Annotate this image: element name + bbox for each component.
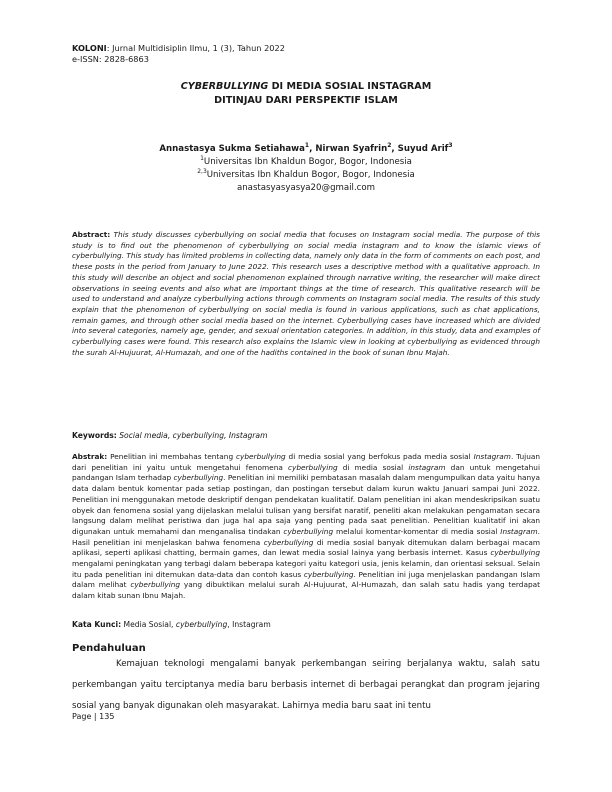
affiliation-1: $^1$Universitas Ibn Khaldun Bogor, Bogor, Indonesia	[200, 155, 412, 167]
abstract-english	[72, 230, 540, 358]
abstract-indonesian: Abstrak: Penelitian ini membahas tentang cyberbullying di media sosial yang berfokus pada media sosial Instagram. Tujuan dari penelitian ini yaitu untuk mengetahui fenomena cyberbullying di media sosial instagram dan untuk mengetahui pandangan Islam terhadap cyberbullying. Penelitian ini memiliki pembatasan masalah dalam mengumpulkan data yaitu hanya data dalam bentuk komentar pada setiap postingan, dan postingan tersebut dalam kurun waktu Januari sampai Juni 2022. Penelitian ini menggunakan metode deskriptif dengan pendekatan kualitatif. Dalam penelitian ini akan mendeskripsikan suatu obyek dan fenomena sosial yang dijelaskan melalui tulisan yang bersifat naratif, peneliti akan melakukan pengamatan secara langsung dalam melihat peristiwa dan juga hal apa saja yang penting pada saat penelitian. Penelitian kualitatif ini akan digunakan untuk memahami dan menganalisa tindakan cyberbullying melalui komentar-komentar di media sosial Instagram. Hasil penelitian ini menjelaskan bahwa fenomena cyberbullying di media sosial banyak ditemukan dalam berbagai macam aplikasi, seperti aplikasi chatting, bermain games, dan lewat media sosial lainya yang berbasis internet. Kasus cyberbullying mengalami peningkatan yang terbagi dalam beberapa kategori yaitu kategori usia, jenis kelamin, dan orientasi seksual. Selain itu pada penelitian ini ditemukan data-data dan contoh kasus cyberbullying. Penelitian ini juga menjelaskan pandangan Islam dalam melihat cyberbullying yang dibuktikan melalui surah Al-Hujuurat, Al-Humazah, dan salah satu hadis yang terdapat dalam kitab sunan Ibnu Majah.	[72, 452, 541, 601]
title-line-2: DITINJAU DARI PERSPEKTIF ISLAM	[214, 95, 398, 106]
keywords-label: Keywords:	[72, 431, 117, 440]
section-paragraph: Kemajuan teknologi mengalami banyak perkembangan seiring berjalanya waktu, salah satu perkembangan yaitu terciptanya media baru berbasis internet di berbagai perangkat dan program jejaring sosial yang banyak digunakan oleh masyarakat. Lahirnya media baru saat ini tentu	[72, 659, 540, 711]
page-number: Page | 135	[72, 712, 115, 721]
kata-kunci-label: Kata Kunci:	[72, 620, 122, 629]
title-line-1: CYBERBULLYING DI MEDIA SOSIAL INSTAGRAM	[180, 81, 432, 92]
paper-title	[72, 80, 540, 108]
abstrak-label: Abstrak:	[72, 452, 108, 461]
abstract-label: Abstract:	[72, 230, 111, 239]
journal-name: KOLONI	[72, 43, 107, 53]
abstract-text: This study discusses cyberbullying on social media that focuses on Instagram social media. The purpose of this study is to find out the phenomenon of cyberbullying on social media instagram and to know the islamic views of cyberbullying. This study has limited problems in collecting data, namely only data in the form of comments on each post, and these posts in the period from January to June 2022. This research uses a descriptive method with a qualitative approach. In this study will describe an object and social phenomenon explained through narrative writing, the researcher will make direct observations in seeing events and also what are important things at the time of research. This qualitative research will be used to understand and analyze cyberbullying actions through comments on Instagram social media. The results of this study explain that the phenomenon of cyberbullying on social media is found in various applications, such as chat applications, remain games, and through other social media based on the internet. Cyberbullying cases have increased which are divided into several categories, namely age, gender, and sexual orientation categories. In addition, in this study, data and examples of cyberbullying cases were found. This research also explains the Islamic view in looking at cyberbullying as evidenced through the surah Al-Hujuurat, Al-Humazah, and one of the hadiths contained in the book of sunan Ibnu Majah.	[72, 230, 540, 357]
journal-citation: KOLONI: Jurnal Multidisiplin Ilmu, 1 (3), Tahun 2022	[72, 43, 285, 53]
journal-eissn: e-ISSN: 2828-6863	[72, 54, 149, 64]
keywords-value: Social media, cyberbullying, Instagram	[116, 431, 268, 440]
author-email: anastasyasyasya20@gmail.com	[236, 183, 376, 193]
section-heading: Pendahuluan	[72, 643, 146, 654]
author-names: Annastasya Sukma Setiahawa$^1$, Nirwan Syafrin$^2$, Suyud Arif$^3$	[159, 142, 453, 154]
keywords-english	[72, 431, 540, 440]
journal-header	[72, 43, 392, 65]
kata-kunci: Kata Kunci: Media Sosial, cyberbullying, Instagram	[72, 620, 271, 629]
affiliation-2: $^{2,3}$Universitas Ibn Khaldun Bogor, Bogor, Indonesia	[197, 168, 415, 180]
author-block	[72, 143, 540, 195]
